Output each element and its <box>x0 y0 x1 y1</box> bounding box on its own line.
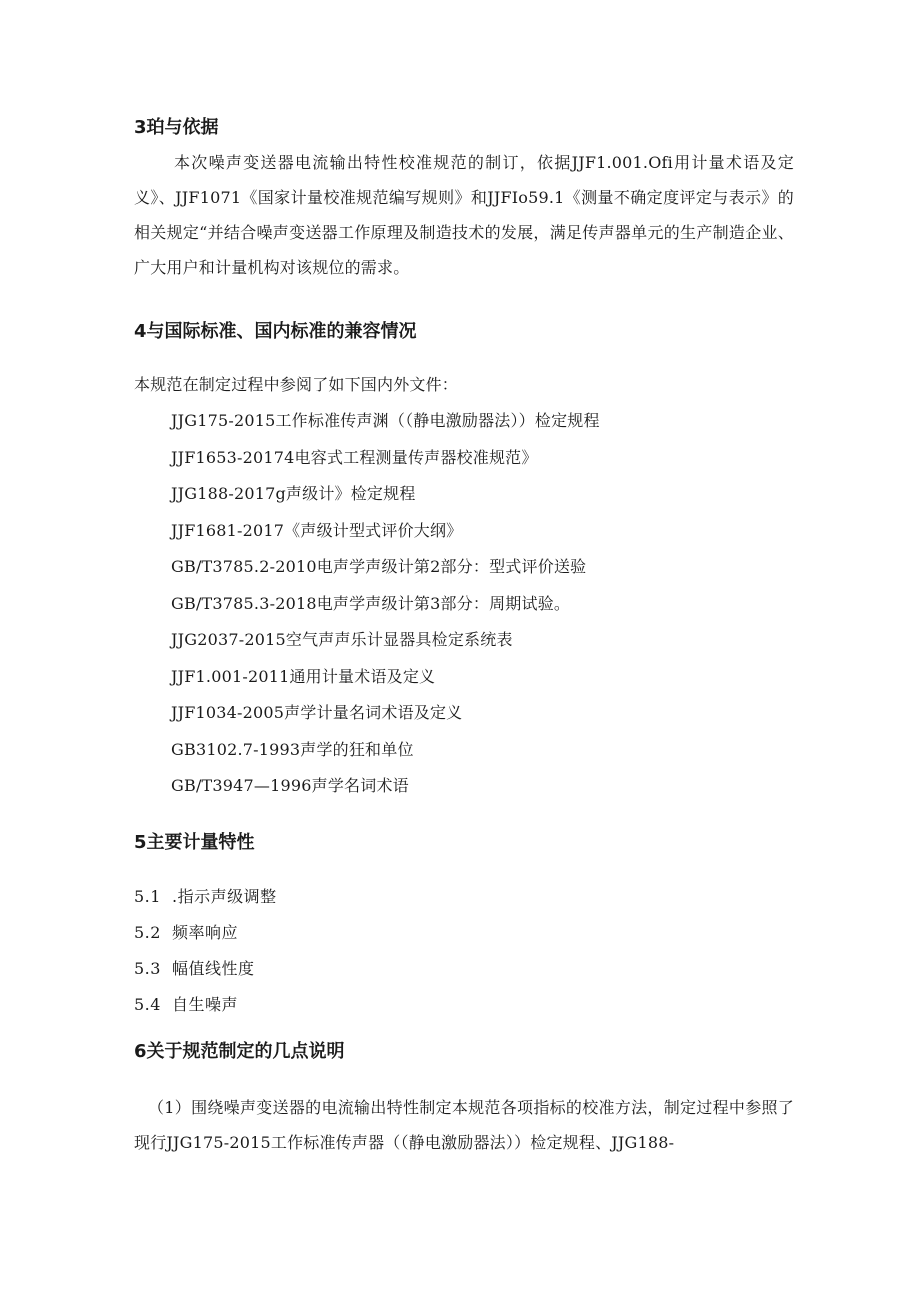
feature-number: 5.2 <box>134 923 161 942</box>
reference-item: GB/T3785.2-2010电声学声级计第2部分：型式评价送验 <box>171 557 587 576</box>
section-5-heading: 5主要计量特性 <box>134 832 255 853</box>
feature-label: .指示声级调整 <box>172 887 277 906</box>
section-3-paragraph: 本次噪声变送器电流输出特性校准规范的制订，依据JJF1.001.Ofi用计量术语及定义》、JJF1071《国家计量校准规范编写规则》和JJFIo59.1《测量不确定度评定与表示》的相关规定“并结合噪声变送器工作原理及制造技术的发展，满足传声器单元的生产制造企业、广大用户和计量机构对该规位的需求。 <box>134 153 794 277</box>
reference-item: GB3102.7-1993声学的狂和单位 <box>171 739 414 759</box>
feature-item <box>134 994 277 1030</box>
feature-number: 5.3 <box>134 959 161 978</box>
feature-item <box>134 886 277 922</box>
feature-label: 幅值线性度 <box>172 959 255 978</box>
feature-number: 5.1 <box>134 887 161 906</box>
reference-item: JJG2037-2015空气声声乐计显器具检定系统表 <box>171 630 513 649</box>
reference-list <box>171 410 600 812</box>
reference-item: JJF1681-2017《声级计型式评价大纲》 <box>171 520 463 540</box>
section-3-heading: 3珀与依据 <box>134 117 219 138</box>
section-6-paragraph: （1）围绕噪声变送器的电流输出特性制定本规范各项指标的校准方法，制定过程中参照了现行JJG175-2015工作标准传声器（（静电激励器法））检定规程、JJG188- <box>134 1098 794 1152</box>
reference-item: JJF1.001-2011通用计量术语及定义 <box>171 666 436 686</box>
feature-item <box>134 922 277 958</box>
reference-item: GB/T3947—1996声学名词术语 <box>171 776 409 795</box>
reference-item: JJF1653-20174电容式工程测量传声器校准规范》 <box>171 447 538 467</box>
section-4-intro: 本规范在制定过程中参阅了如下国内外文件： <box>134 375 459 394</box>
feature-label: 频率响应 <box>172 923 239 942</box>
reference-item: JJG188-2017g声级计》检定规程 <box>171 484 416 503</box>
section-6-heading: 6关于规范制定的几点说明 <box>134 1041 345 1062</box>
section-4-heading: 4与国际标准、国内标准的兼容情况 <box>134 321 417 342</box>
reference-item: JJG175-2015工作标准传声渊（（静电激励器法））检定规程 <box>171 411 600 430</box>
reference-item: JJF1034-2005声学计量名词术语及定义 <box>171 703 463 722</box>
metrology-feature-list <box>134 886 277 1030</box>
feature-number: 5.4 <box>134 995 161 1014</box>
feature-label: 自生噪声 <box>172 995 239 1014</box>
feature-item <box>134 958 277 994</box>
reference-item: GB/T3785.3-2018电声学声级计第3部分：周期试验。 <box>171 593 571 613</box>
